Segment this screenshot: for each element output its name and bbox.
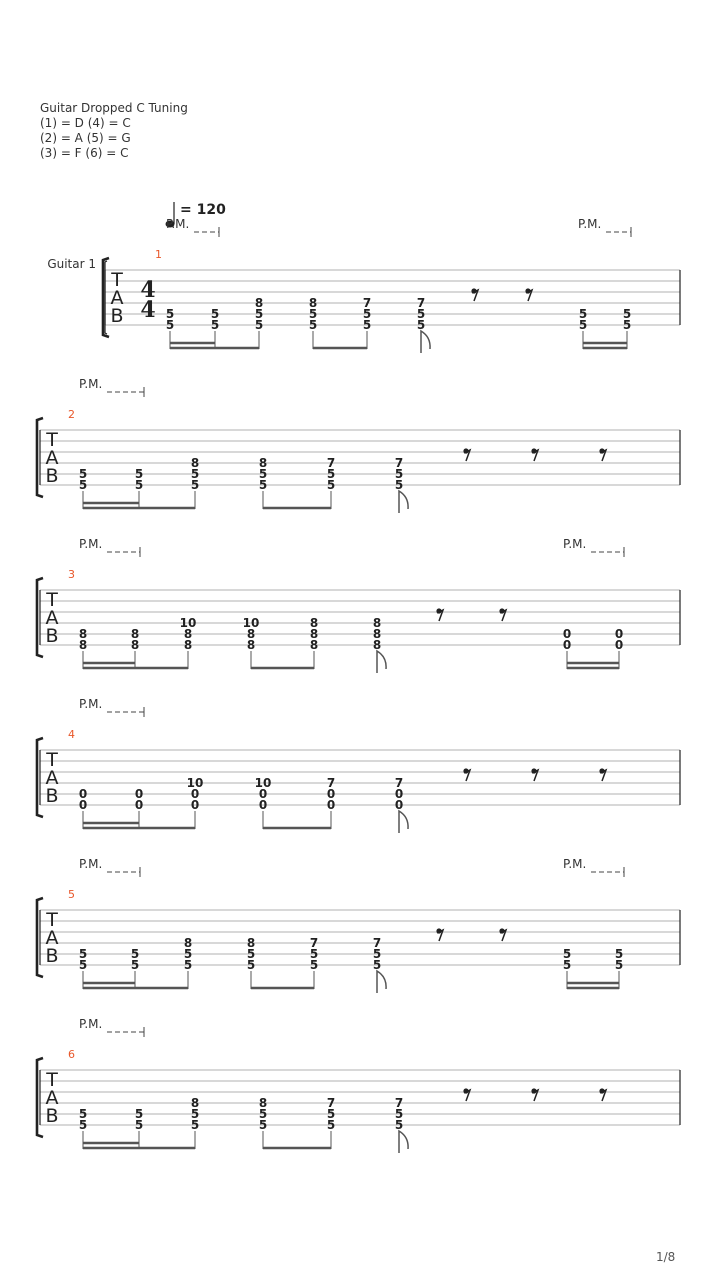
fret-number: 10 <box>254 776 272 790</box>
measure-number: 2 <box>68 408 75 421</box>
fret-number: 8 <box>372 638 382 652</box>
fret-number: 8 <box>78 638 88 652</box>
fret-number: 5 <box>78 467 88 481</box>
fret-number: 8 <box>183 638 193 652</box>
palm-mute-label: P.M. <box>79 377 103 391</box>
fret-number: 5 <box>165 318 175 332</box>
tab-system <box>37 857 680 993</box>
tab-clef-letter: T <box>46 909 58 931</box>
fret-number: 8 <box>246 638 256 652</box>
tab-clef-letter: B <box>45 785 59 807</box>
fret-number: 5 <box>578 318 588 332</box>
eighth-rest-icon <box>471 288 478 301</box>
eighth-rest-icon <box>599 1088 606 1101</box>
fret-number: 8 <box>190 456 200 470</box>
eighth-rest-icon <box>531 1088 538 1101</box>
fret-number: 5 <box>308 318 318 332</box>
eighth-rest-icon <box>599 768 606 781</box>
fret-number: 7 <box>372 936 382 950</box>
fret-number: 8 <box>190 1096 200 1110</box>
fret-number: 8 <box>309 616 319 630</box>
note-flag <box>399 491 408 513</box>
fret-number: 0 <box>258 787 268 801</box>
fret-number: 8 <box>246 936 256 950</box>
fret-number: 8 <box>258 456 268 470</box>
fret-number: 5 <box>190 1118 200 1132</box>
fret-number: 5 <box>130 958 140 972</box>
fret-number: 5 <box>183 958 193 972</box>
tab-clef-letter: A <box>45 447 59 469</box>
eighth-rest-icon <box>525 288 532 301</box>
fret-number: 5 <box>614 958 624 972</box>
fret-number: 5 <box>134 1118 144 1132</box>
fret-number: 5 <box>246 958 256 972</box>
tab-system <box>47 202 680 353</box>
palm-mute-label: P.M. <box>563 537 587 551</box>
time-signature-bottom: 4 <box>140 297 156 323</box>
fret-number: 8 <box>130 638 140 652</box>
fret-number: 8 <box>372 616 382 630</box>
fret-number: 8 <box>78 627 88 641</box>
tab-clef-letter: A <box>45 607 59 629</box>
fret-number: 5 <box>258 467 268 481</box>
fret-number: 5 <box>165 307 175 321</box>
fret-number: 5 <box>78 1118 88 1132</box>
fret-number: 5 <box>309 958 319 972</box>
page-indicator: 1/8 <box>656 1250 676 1264</box>
fret-number: 5 <box>394 478 404 492</box>
tab-clef-letter: A <box>45 767 59 789</box>
fret-number: 0 <box>78 787 88 801</box>
tab-clef-letter: B <box>45 465 59 487</box>
fret-number: 5 <box>258 478 268 492</box>
note-flag <box>399 811 408 833</box>
fret-number: 0 <box>562 638 572 652</box>
fret-number: 5 <box>78 958 88 972</box>
fret-number: 5 <box>372 947 382 961</box>
fret-number: 0 <box>394 798 404 812</box>
tab-clef-letter: B <box>45 1105 59 1127</box>
fret-number: 5 <box>258 1107 268 1121</box>
fret-number: 5 <box>134 478 144 492</box>
fret-number: 5 <box>190 467 200 481</box>
palm-mute-label: P.M. <box>79 1017 103 1031</box>
measure-number: 4 <box>68 728 75 741</box>
fret-number: 0 <box>258 798 268 812</box>
tuning-line: (2) = A (5) = G <box>40 131 131 145</box>
fret-number: 0 <box>614 627 624 641</box>
measure-number: 3 <box>68 568 75 581</box>
tab-clef-letter: T <box>46 429 58 451</box>
eighth-rest-icon <box>463 768 470 781</box>
fret-number: 5 <box>622 318 632 332</box>
fret-number: 5 <box>78 1107 88 1121</box>
note-flag <box>377 651 386 673</box>
fret-number: 8 <box>309 638 319 652</box>
fret-number: 7 <box>309 936 319 950</box>
tuning-title: Guitar Dropped C Tuning <box>40 101 188 115</box>
tuning-line: (1) = D (4) = C <box>40 116 131 130</box>
fret-number: 0 <box>78 798 88 812</box>
palm-mute-label: P.M. <box>578 217 602 231</box>
fret-number: 7 <box>326 1096 336 1110</box>
tab-clef-letter: T <box>46 749 58 771</box>
fret-number: 7 <box>394 1096 404 1110</box>
tab-clef-letter: A <box>45 927 59 949</box>
fret-number: 5 <box>210 318 220 332</box>
fret-number: 7 <box>416 296 426 310</box>
fret-number: 5 <box>78 478 88 492</box>
fret-number: 5 <box>562 947 572 961</box>
fret-number: 5 <box>578 307 588 321</box>
fret-number: 0 <box>326 787 336 801</box>
fret-number: 5 <box>308 307 318 321</box>
tab-clef-letter: B <box>110 305 124 327</box>
fret-number: 10 <box>186 776 204 790</box>
eighth-rest-icon <box>599 448 606 461</box>
fret-number: 5 <box>134 467 144 481</box>
palm-mute-label: P.M. <box>79 857 103 871</box>
fret-number: 5 <box>362 318 372 332</box>
fret-number: 5 <box>326 1107 336 1121</box>
fret-number: 5 <box>254 318 264 332</box>
fret-number: 5 <box>326 467 336 481</box>
eighth-rest-icon <box>463 1088 470 1101</box>
fret-number: 5 <box>309 947 319 961</box>
tab-clef-letter: T <box>46 1069 58 1091</box>
fret-number: 0 <box>394 787 404 801</box>
fret-number: 5 <box>258 1118 268 1132</box>
fret-number: 0 <box>614 638 624 652</box>
fret-number: 7 <box>362 296 372 310</box>
note-flag <box>399 1131 408 1153</box>
fret-number: 5 <box>246 947 256 961</box>
fret-number: 5 <box>416 307 426 321</box>
eighth-rest-icon <box>531 768 538 781</box>
fret-number: 7 <box>326 776 336 790</box>
palm-mute-label: P.M. <box>563 857 587 871</box>
fret-number: 5 <box>190 478 200 492</box>
measure-number: 1 <box>155 248 162 261</box>
fret-number: 7 <box>394 456 404 470</box>
fret-number: 8 <box>183 936 193 950</box>
fret-number: 8 <box>308 296 318 310</box>
tab-clef-letter: B <box>45 945 59 967</box>
fret-number: 8 <box>258 1096 268 1110</box>
fret-number: 0 <box>134 787 144 801</box>
fret-number: 8 <box>130 627 140 641</box>
fret-number: 10 <box>179 616 197 630</box>
fret-number: 0 <box>326 798 336 812</box>
fret-number: 5 <box>622 307 632 321</box>
fret-number: 5 <box>394 1118 404 1132</box>
tuning-line: (3) = F (6) = C <box>40 146 129 160</box>
fret-number: 5 <box>326 1118 336 1132</box>
palm-mute-label: P.M. <box>166 217 190 231</box>
tab-clef-letter: T <box>111 269 123 291</box>
tab-clef-letter: A <box>110 287 124 309</box>
fret-number: 0 <box>562 627 572 641</box>
note-flag <box>421 331 430 353</box>
eighth-rest-icon <box>436 608 443 621</box>
measure-number: 6 <box>68 1048 75 1061</box>
tab-system <box>37 697 680 833</box>
fret-number: 5 <box>562 958 572 972</box>
fret-number: 5 <box>210 307 220 321</box>
fret-number: 8 <box>246 627 256 641</box>
palm-mute-label: P.M. <box>79 697 103 711</box>
eighth-rest-icon <box>463 448 470 461</box>
tab-clef-letter: B <box>45 625 59 647</box>
fret-number: 5 <box>183 947 193 961</box>
fret-number: 5 <box>372 958 382 972</box>
eighth-rest-icon <box>531 448 538 461</box>
tab-clef-letter: A <box>45 1087 59 1109</box>
tab-system <box>37 377 680 513</box>
tab-clef-letter: T <box>46 589 58 611</box>
system-bracket-inner <box>105 261 107 334</box>
time-signature-top: 4 <box>140 277 156 303</box>
fret-number: 8 <box>183 627 193 641</box>
fret-number: 5 <box>78 947 88 961</box>
fret-number: 5 <box>326 478 336 492</box>
tab-system <box>37 1017 680 1153</box>
fret-number: 5 <box>254 307 264 321</box>
fret-number: 5 <box>134 1107 144 1121</box>
fret-number: 5 <box>362 307 372 321</box>
fret-number: 8 <box>372 627 382 641</box>
fret-number: 8 <box>309 627 319 641</box>
fret-number: 5 <box>130 947 140 961</box>
fret-number: 7 <box>326 456 336 470</box>
note-flag <box>377 971 386 993</box>
measure-number: 5 <box>68 888 75 901</box>
fret-number: 0 <box>134 798 144 812</box>
palm-mute-label: P.M. <box>79 537 103 551</box>
fret-number: 5 <box>394 1107 404 1121</box>
eighth-rest-icon <box>499 928 506 941</box>
fret-number: 5 <box>614 947 624 961</box>
fret-number: 10 <box>242 616 260 630</box>
fret-number: 0 <box>190 787 200 801</box>
track-name: Guitar 1 <box>47 257 96 271</box>
eighth-rest-icon <box>499 608 506 621</box>
fret-number: 7 <box>394 776 404 790</box>
eighth-rest-icon <box>436 928 443 941</box>
fret-number: 8 <box>254 296 264 310</box>
fret-number: 5 <box>394 467 404 481</box>
fret-number: 0 <box>190 798 200 812</box>
tab-system <box>37 537 680 673</box>
fret-number: 5 <box>190 1107 200 1121</box>
tempo-label: = 120 <box>180 202 226 218</box>
fret-number: 5 <box>416 318 426 332</box>
